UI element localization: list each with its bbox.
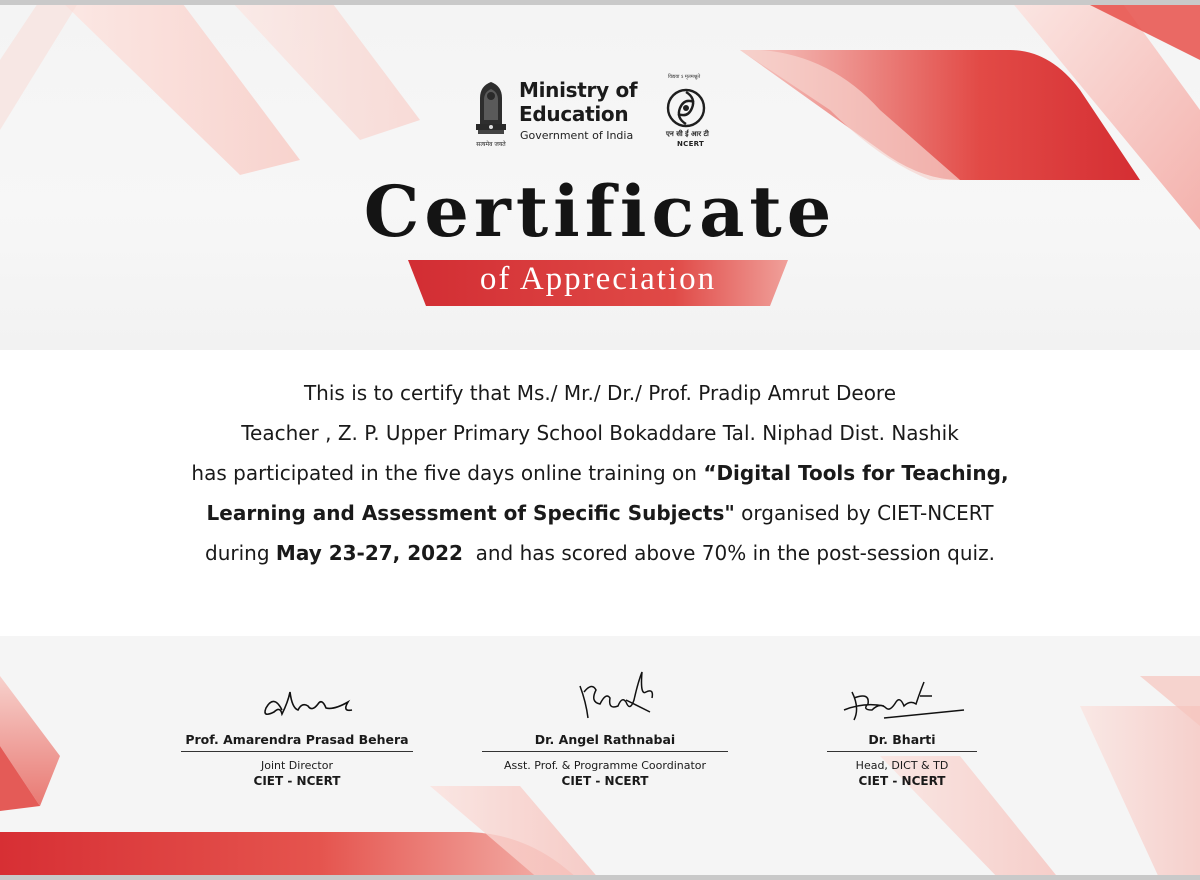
body-line-4	[0, 493, 1200, 533]
signatory-3-org: CIET - NCERT	[858, 774, 946, 789]
training-title-part1: “Digital Tools for Teaching,	[703, 461, 1009, 485]
signatory-3-rule	[827, 751, 977, 752]
signatory-2-name: Dr. Angel Rathnabai	[534, 732, 676, 747]
signatory-2-role: Asst. Prof. & Programme Coordinator	[503, 759, 707, 773]
ministry-title-line2: Education	[519, 102, 629, 126]
body-line-1: This is to certify that Ms./ Mr./ Dr./ Prof. Pradip Amrut Deore	[303, 381, 897, 405]
training-dates: May 23-27, 2022	[275, 541, 463, 565]
signatory-1-name: Prof. Amarendra Prasad Behera	[185, 732, 409, 747]
bottom-edge	[0, 875, 1200, 880]
signatory-1-role: Joint Director	[261, 759, 333, 773]
body-line-5-post: and has scored above 70% in the post-session quiz.	[462, 541, 995, 565]
body-line-4-text: organised by CIET-NCERT	[734, 501, 994, 525]
signatory-2-org: CIET - NCERT	[561, 774, 649, 789]
ncert-hindi-name: एन सी ई आर टी	[666, 130, 709, 138]
certificate-subtitle: of Appreciation	[479, 261, 717, 297]
signatory-1-rule	[181, 751, 413, 752]
certificate-body	[0, 373, 1200, 573]
ministry-subtitle: Government of India	[520, 129, 634, 142]
body-line-5-pre: during	[205, 541, 276, 565]
signatory-1	[178, 652, 416, 789]
signatory-2-rule	[482, 751, 728, 752]
signatory-1-org: CIET - NCERT	[253, 774, 341, 789]
ministry-title-line1: Ministry of	[519, 78, 638, 102]
ncert-motto: विद्यया ऽ मृतमश्नुते	[668, 74, 701, 80]
signature-2-image	[530, 652, 680, 732]
ministry-title	[519, 78, 637, 126]
certificate-title: Certificate	[363, 170, 837, 253]
signature-3-image	[824, 652, 980, 732]
signatory-3-name: Dr. Bharti	[868, 732, 936, 747]
signatory-3-role: Head, DICT & TD	[855, 759, 949, 773]
emblem-caption: सत्यमेव जयते	[476, 141, 506, 148]
training-title-part2: Learning and Assessment of Specific Subjects"	[206, 501, 735, 525]
body-line-3-text: has participated in the five days online training on	[191, 461, 704, 485]
signature-1-image	[222, 652, 372, 732]
body-line-3	[0, 453, 1200, 493]
national-emblem-icon	[470, 76, 512, 150]
signatory-3	[824, 652, 980, 789]
body-line-5	[0, 533, 1200, 573]
top-edge	[0, 0, 1200, 5]
signatory-2	[480, 652, 730, 789]
ncert-name: NCERT	[677, 140, 705, 148]
body-line-2: Teacher , Z. P. Upper Primary School Bokaddare Tal. Niphad Dist. Nashik	[241, 421, 959, 445]
